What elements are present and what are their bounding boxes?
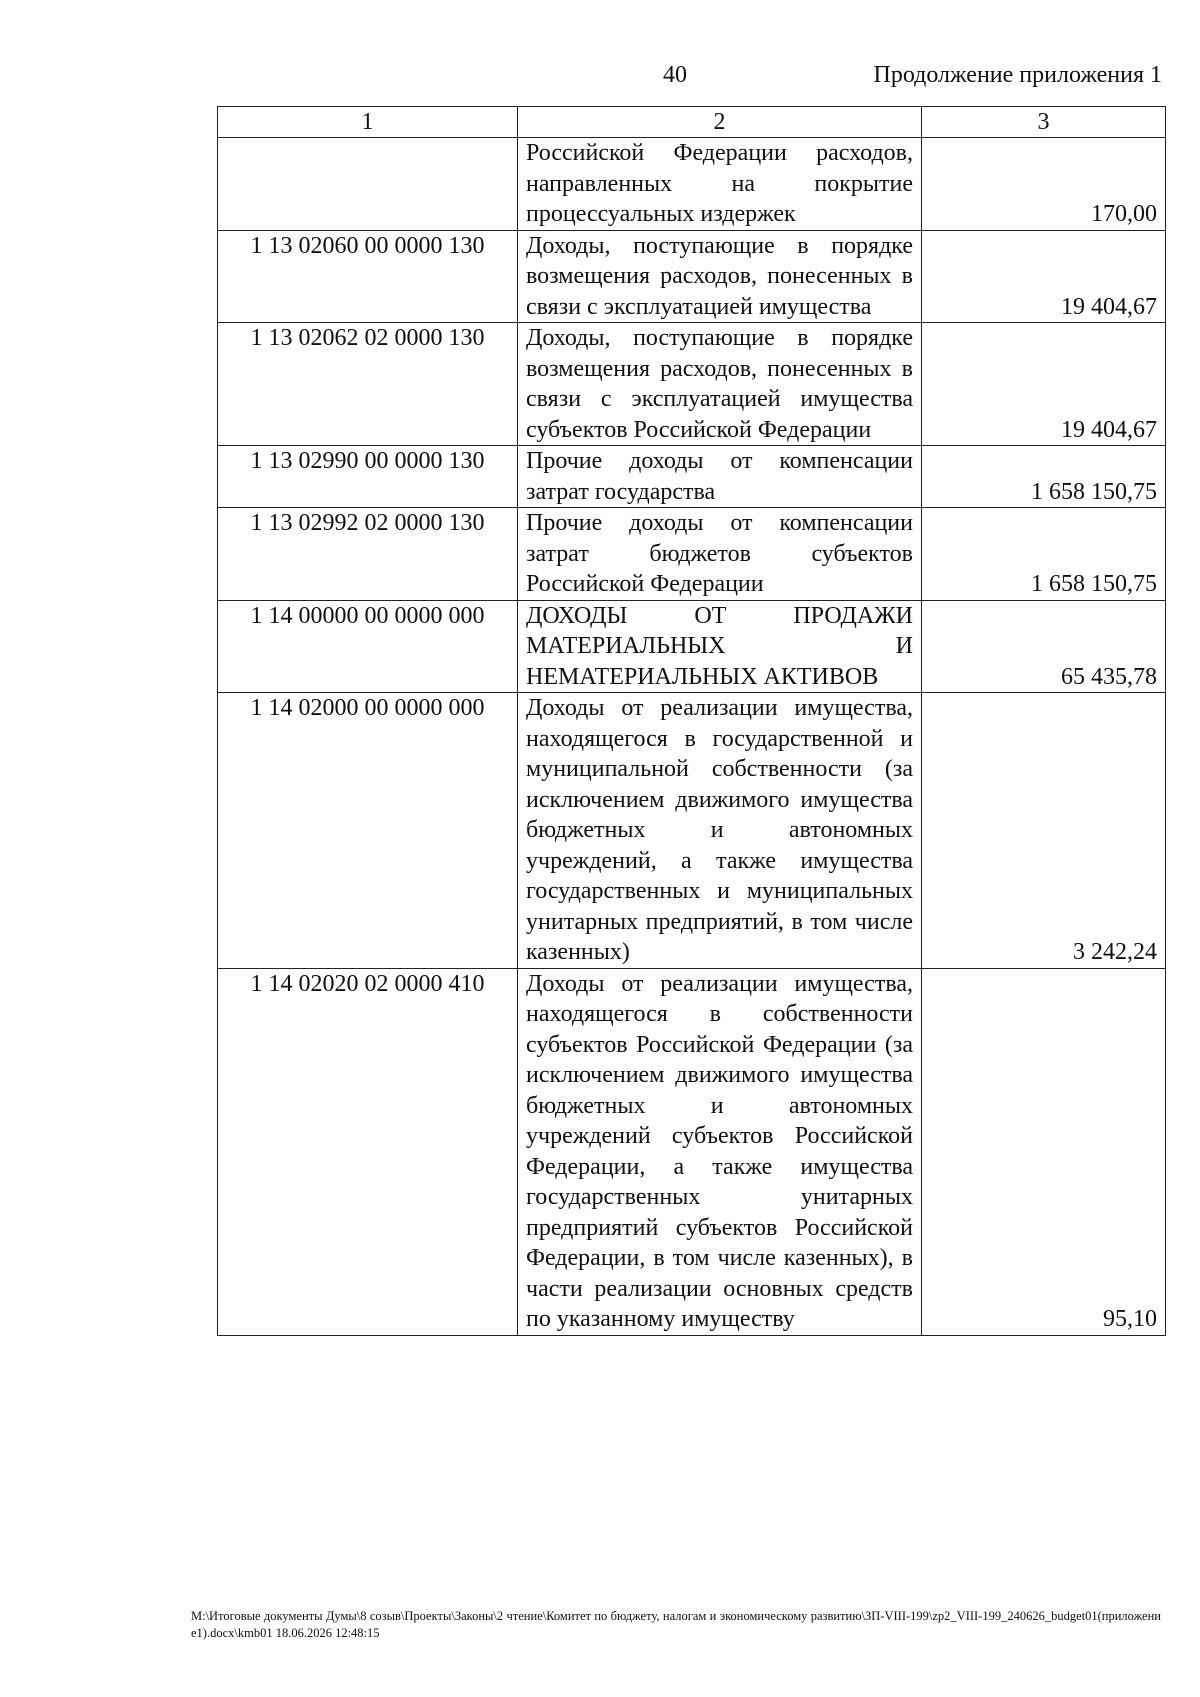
revenue-description: Российской Федерации расходов, направленных на покрытие процессуальных издержек <box>518 138 922 231</box>
table-row <box>218 600 1166 693</box>
budget-code: 1 14 02000 00 0000 000 <box>218 693 518 969</box>
amount: 3 242,24 <box>922 693 1166 969</box>
amount: 1 658 150,75 <box>922 508 1166 601</box>
revenue-description: Доходы от реализации имущества, находящегося в собственности субъектов Российской Федерации (за исключением движимого имущества бюджетных и автономных учреждений субъектов Российской Федерации, а также имущества государственных унитарных предприятий субъектов Российской Федерации, в том числе казенных), в части реализации основных средств по указанному имуществу <box>518 968 922 1335</box>
table-row <box>218 323 1166 446</box>
amount: 95,10 <box>922 968 1166 1335</box>
revenue-description: Прочие доходы от компенсации затрат государства <box>518 446 922 508</box>
table-row <box>218 446 1166 508</box>
amount: 65 435,78 <box>922 600 1166 693</box>
revenue-description: Доходы, поступающие в порядке возмещения расходов, понесенных в связи с эксплуатацией имущества <box>518 230 922 323</box>
table-row <box>218 138 1166 231</box>
budget-code: 1 14 00000 00 0000 000 <box>218 600 518 693</box>
column-header: 1 <box>218 107 518 138</box>
table-row <box>218 968 1166 1335</box>
revenue-description: Доходы от реализации имущества, находящегося в государственной и муниципальной собственности (за исключением движимого имущества бюджетных и автономных учреждений, а также имущества государственных и муниципальных унитарных предприятий, в том числе казенных) <box>518 693 922 969</box>
revenue-description: Доходы, поступающие в порядке возмещения расходов, понесенных в связи с эксплуатацией имущества субъектов Российской Федерации <box>518 323 922 446</box>
amount: 170,00 <box>922 138 1166 231</box>
column-header: 3 <box>922 107 1166 138</box>
file-path-footer: M:\Итоговые документы Думы\8 созыв\Проекты\Законы\2 чтение\Комитет по бюджету, налогам и экономическому развитию\ЗП-VIII-199\zp2_VIII-199_240626_budget01(приложение1).docx\kmb01 18.06.2026 12:48:15 <box>191 1609 1161 1640</box>
budget-code: 1 13 02990 00 0000 130 <box>218 446 518 508</box>
budget-code <box>218 138 518 231</box>
revenue-table <box>217 106 1166 1336</box>
amount: 19 404,67 <box>922 230 1166 323</box>
amount: 19 404,67 <box>922 323 1166 446</box>
table-row <box>218 230 1166 323</box>
amount: 1 658 150,75 <box>922 446 1166 508</box>
table-row <box>218 693 1166 969</box>
budget-code: 1 13 02060 00 0000 130 <box>218 230 518 323</box>
page-number: 40 <box>663 62 687 88</box>
budget-code: 1 13 02062 02 0000 130 <box>218 323 518 446</box>
column-header: 2 <box>518 107 922 138</box>
table-row <box>218 508 1166 601</box>
budget-code: 1 13 02992 02 0000 130 <box>218 508 518 601</box>
budget-code: 1 14 02020 02 0000 410 <box>218 968 518 1335</box>
revenue-description: ДОХОДЫ ОТ ПРОДАЖИ МАТЕРИАЛЬНЫХ И НЕМАТЕРИАЛЬНЫХ АКТИВОВ <box>518 600 922 693</box>
continuation-label: Продолжение приложения 1 <box>873 62 1162 88</box>
table-header-row <box>218 107 1166 138</box>
revenue-description: Прочие доходы от компенсации затрат бюджетов субъектов Российской Федерации <box>518 508 922 601</box>
